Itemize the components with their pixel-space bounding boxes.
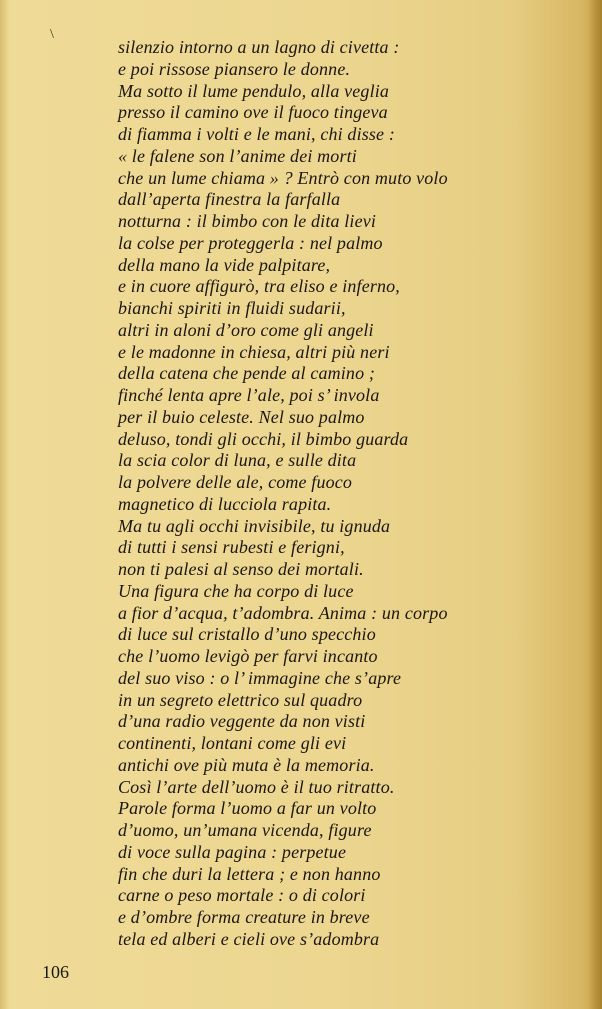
poem-line: che un lume chiama » ? Entrò con muto volo bbox=[118, 167, 448, 188]
poem-line: per il buio celeste. Nel suo palmo bbox=[118, 406, 365, 427]
poem-line: Parole forma l’uomo a far un volto bbox=[118, 798, 377, 819]
poem-line: fin che duri la lettera ; e non hanno bbox=[118, 863, 381, 884]
poem-line: della mano la vide palpitare, bbox=[118, 254, 331, 275]
page-left-edge-shadow bbox=[0, 0, 10, 1009]
poem-line: a fior d’acqua, t’adombra. Anima : un corpo bbox=[118, 602, 448, 623]
poem-line: di voce sulla pagina : perpetue bbox=[118, 841, 347, 862]
poem-line: bianchi spiriti in fluidi sudarii, bbox=[118, 298, 346, 318]
poem-line: che l’uomo levigò per farvi incanto bbox=[118, 646, 378, 666]
poem-line: Così l’arte dell’uomo è il tuo ritratto. bbox=[118, 776, 395, 797]
poem-line: d’uomo, un’umana vicenda, figure bbox=[118, 820, 372, 840]
poem-line: d’una radio veggente da non visti bbox=[118, 711, 366, 732]
poem-line: « le falene son l’anime dei morti bbox=[118, 145, 357, 166]
poem-line: Ma sotto il lume pendulo, alla veglia bbox=[118, 80, 390, 101]
poem-line: finché lenta apre l’ale, poi s’ invola bbox=[118, 385, 380, 405]
pencil-mark-icon: \ bbox=[50, 27, 54, 42]
poem-line: dall’aperta finestra la farfalla bbox=[118, 189, 341, 210]
poem-line: Una figura che ha corpo di luce bbox=[118, 580, 354, 601]
poem-line: e poi rissose piansero le donne. bbox=[118, 58, 351, 79]
poem-line: altri in aloni d’oro come gli angeli bbox=[118, 319, 374, 340]
poem-line: la scia color di luna, e sulle dita bbox=[118, 450, 357, 471]
poem-line: di luce sul cristallo d’uno specchio bbox=[118, 624, 376, 645]
poem-line: silenzio intorno a un lagno di civetta : bbox=[118, 37, 400, 57]
poem-line: Ma tu agli occhi invisibile, tu ignuda bbox=[118, 515, 391, 536]
poem-line: continenti, lontani come gli evi bbox=[118, 733, 347, 753]
poem-line: della catena che pende al camino ; bbox=[118, 363, 376, 384]
poem-line: antichi ove più muta è la memoria. bbox=[118, 754, 375, 775]
poem-line: e d’ombre forma creature in breve bbox=[118, 907, 370, 927]
poem-line: la polvere delle ale, come fuoco bbox=[118, 472, 353, 492]
poem-line: non ti palesi al senso dei mortali. bbox=[118, 559, 364, 579]
poem-line: del suo viso : o l’ immagine che s’apre bbox=[118, 667, 402, 688]
poem-line: di tutti i sensi rubesti e ferigni, bbox=[118, 537, 345, 558]
poem-line: carne o peso mortale : o di colori bbox=[118, 885, 366, 906]
poem-line: e in cuore affigurò, tra eliso e inferno, bbox=[118, 276, 400, 297]
poem-line: in un segreto elettrico sul quadro bbox=[118, 689, 363, 710]
poem-text bbox=[118, 37, 588, 951]
poem-line: e le madonne in chiesa, altri più neri bbox=[118, 341, 390, 362]
poem-line: magnetico di lucciola rapita. bbox=[118, 493, 332, 514]
poem-line: notturna : il bimbo con le dita lievi bbox=[118, 211, 377, 231]
poem-line: di fiamma i volti e le mani, chi disse : bbox=[118, 124, 395, 144]
poem-line: la colse per proteggerla : nel palmo bbox=[118, 232, 383, 253]
page-number: 106 bbox=[42, 962, 69, 982]
poem-line: deluso, tondi gli occhi, il bimbo guarda bbox=[118, 428, 409, 449]
poem-line: presso il camino ove il fuoco tingeva bbox=[118, 102, 388, 123]
page-right-edge-shadow bbox=[588, 0, 602, 1009]
poem-line: tela ed alberi e cieli ove s’adombra bbox=[118, 928, 380, 949]
